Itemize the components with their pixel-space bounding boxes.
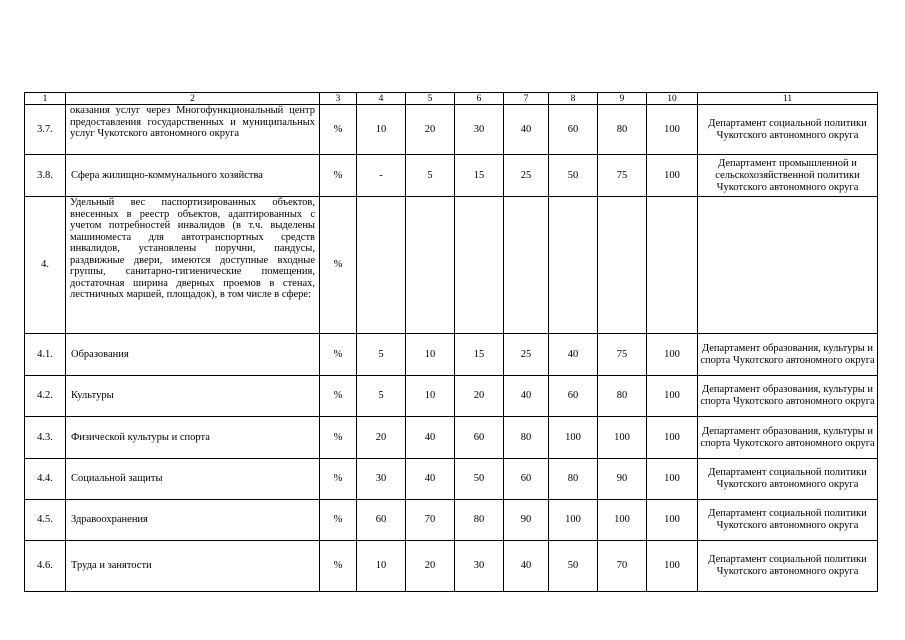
value-cell	[647, 197, 698, 334]
value-cell: 60	[549, 105, 598, 155]
row-number: 3.7.	[25, 105, 66, 155]
value-cell: 80	[455, 500, 504, 541]
value-cell: 50	[455, 459, 504, 500]
unit-cell: %	[320, 500, 357, 541]
unit-cell: %	[320, 105, 357, 155]
value-cell: 75	[598, 334, 647, 376]
value-cell: 60	[455, 417, 504, 459]
value-cell: 10	[406, 376, 455, 417]
value-cell: 70	[598, 541, 647, 592]
value-cell: 100	[647, 541, 698, 592]
indicator-name: Сфера жилищно-коммунального хозяйства	[66, 155, 320, 197]
value-cell: 25	[504, 155, 549, 197]
row-number: 4.3.	[25, 417, 66, 459]
responsible-department: Департамент образования, культуры и спорта Чукотского автономного округа	[698, 417, 878, 459]
value-cell	[549, 197, 598, 334]
indicator-name: Удельный вес паспортизированных объектов, внесенных в реестр объектов, адаптированных с учетом потребностей инвалидов (в т.ч. выделены машиноместа для автотранспортных средств инвалидов, установлены поручни, пандусы, раздвижные двери, имеются доступные входные группы, санитарно-гигиенические помещения, достаточная ширина дверных проемов в стенах, лестничных маршей, площадок), в том числе в сфере:	[66, 197, 320, 334]
value-cell: 20	[357, 417, 406, 459]
unit-cell: %	[320, 197, 357, 334]
value-cell: 5	[357, 334, 406, 376]
value-cell: 100	[647, 155, 698, 197]
value-cell: 40	[504, 541, 549, 592]
indicator-name: Социальной защиты	[66, 459, 320, 500]
value-cell: 10	[406, 334, 455, 376]
unit-cell: %	[320, 417, 357, 459]
responsible-department: Департамент образования, культуры и спорта Чукотского автономного округа	[698, 334, 878, 376]
column-number: 11	[698, 93, 878, 105]
indicator-name: Здравоохранения	[66, 500, 320, 541]
value-cell: 100	[549, 500, 598, 541]
indicator-name: Физической культуры и спорта	[66, 417, 320, 459]
column-number: 1	[25, 93, 66, 105]
value-cell: 100	[598, 500, 647, 541]
table-row	[25, 500, 878, 541]
indicator-name: Труда и занятости	[66, 541, 320, 592]
value-cell: 80	[549, 459, 598, 500]
value-cell: 80	[598, 376, 647, 417]
value-cell: 5	[357, 376, 406, 417]
row-number: 4.6.	[25, 541, 66, 592]
value-cell: 100	[549, 417, 598, 459]
value-cell: 40	[549, 334, 598, 376]
value-cell	[357, 197, 406, 334]
table-row	[25, 376, 878, 417]
value-cell: 5	[406, 155, 455, 197]
value-cell: 100	[647, 376, 698, 417]
value-cell: 10	[357, 105, 406, 155]
table-row	[25, 459, 878, 500]
column-number: 4	[357, 93, 406, 105]
responsible-department: Департамент промышленной и сельскохозяйственной политики Чукотского автономного округа	[698, 155, 878, 197]
unit-cell: %	[320, 541, 357, 592]
value-cell: 20	[406, 541, 455, 592]
unit-cell: %	[320, 155, 357, 197]
column-number-row	[25, 93, 878, 105]
indicator-name: Культуры	[66, 376, 320, 417]
value-cell: 90	[504, 500, 549, 541]
responsible-department: Департамент социальной политики Чукотского автономного округа	[698, 541, 878, 592]
value-cell: 100	[598, 417, 647, 459]
value-cell: 40	[504, 105, 549, 155]
value-cell	[406, 197, 455, 334]
value-cell: 15	[455, 155, 504, 197]
indicator-name: оказания услуг через Многофункциональный центр предоставления государственных и муниципальных услуг Чукотского автономного округа	[66, 105, 320, 155]
table-row	[25, 155, 878, 197]
row-number: 4.	[25, 197, 66, 334]
indicators-table	[24, 92, 878, 592]
value-cell: 100	[647, 417, 698, 459]
table-row	[25, 197, 878, 334]
value-cell: 60	[504, 459, 549, 500]
value-cell: 50	[549, 155, 598, 197]
responsible-department: Департамент образования, культуры и спорта Чукотского автономного округа	[698, 376, 878, 417]
value-cell: 60	[357, 500, 406, 541]
value-cell: 20	[455, 376, 504, 417]
column-number: 8	[549, 93, 598, 105]
table-row	[25, 541, 878, 592]
table-row	[25, 105, 878, 155]
table-row	[25, 417, 878, 459]
value-cell	[455, 197, 504, 334]
value-cell: 25	[504, 334, 549, 376]
row-number: 4.1.	[25, 334, 66, 376]
column-number: 7	[504, 93, 549, 105]
value-cell: 80	[598, 105, 647, 155]
row-number: 4.5.	[25, 500, 66, 541]
row-number: 4.4.	[25, 459, 66, 500]
value-cell: 30	[357, 459, 406, 500]
value-cell	[598, 197, 647, 334]
column-number: 6	[455, 93, 504, 105]
value-cell: 40	[406, 459, 455, 500]
responsible-department: Департамент социальной политики Чукотского автономного округа	[698, 459, 878, 500]
value-cell: 50	[549, 541, 598, 592]
row-number: 3.8.	[25, 155, 66, 197]
column-number: 3	[320, 93, 357, 105]
value-cell: 75	[598, 155, 647, 197]
value-cell: -	[357, 155, 406, 197]
unit-cell: %	[320, 376, 357, 417]
value-cell: 100	[647, 500, 698, 541]
column-number: 2	[66, 93, 320, 105]
responsible-department: Департамент социальной политики Чукотского автономного округа	[698, 500, 878, 541]
value-cell: 20	[406, 105, 455, 155]
value-cell: 15	[455, 334, 504, 376]
value-cell: 30	[455, 105, 504, 155]
value-cell: 90	[598, 459, 647, 500]
value-cell: 40	[406, 417, 455, 459]
value-cell: 100	[647, 459, 698, 500]
table-row	[25, 334, 878, 376]
row-number: 4.2.	[25, 376, 66, 417]
responsible-department	[698, 197, 878, 334]
value-cell: 60	[549, 376, 598, 417]
column-number: 9	[598, 93, 647, 105]
value-cell: 100	[647, 334, 698, 376]
column-number: 10	[647, 93, 698, 105]
value-cell: 100	[647, 105, 698, 155]
value-cell: 70	[406, 500, 455, 541]
responsible-department: Департамент социальной политики Чукотского автономного округа	[698, 105, 878, 155]
value-cell: 10	[357, 541, 406, 592]
value-cell	[504, 197, 549, 334]
unit-cell: %	[320, 459, 357, 500]
value-cell: 80	[504, 417, 549, 459]
value-cell: 40	[504, 376, 549, 417]
value-cell: 30	[455, 541, 504, 592]
column-number: 5	[406, 93, 455, 105]
unit-cell: %	[320, 334, 357, 376]
indicator-name: Образования	[66, 334, 320, 376]
